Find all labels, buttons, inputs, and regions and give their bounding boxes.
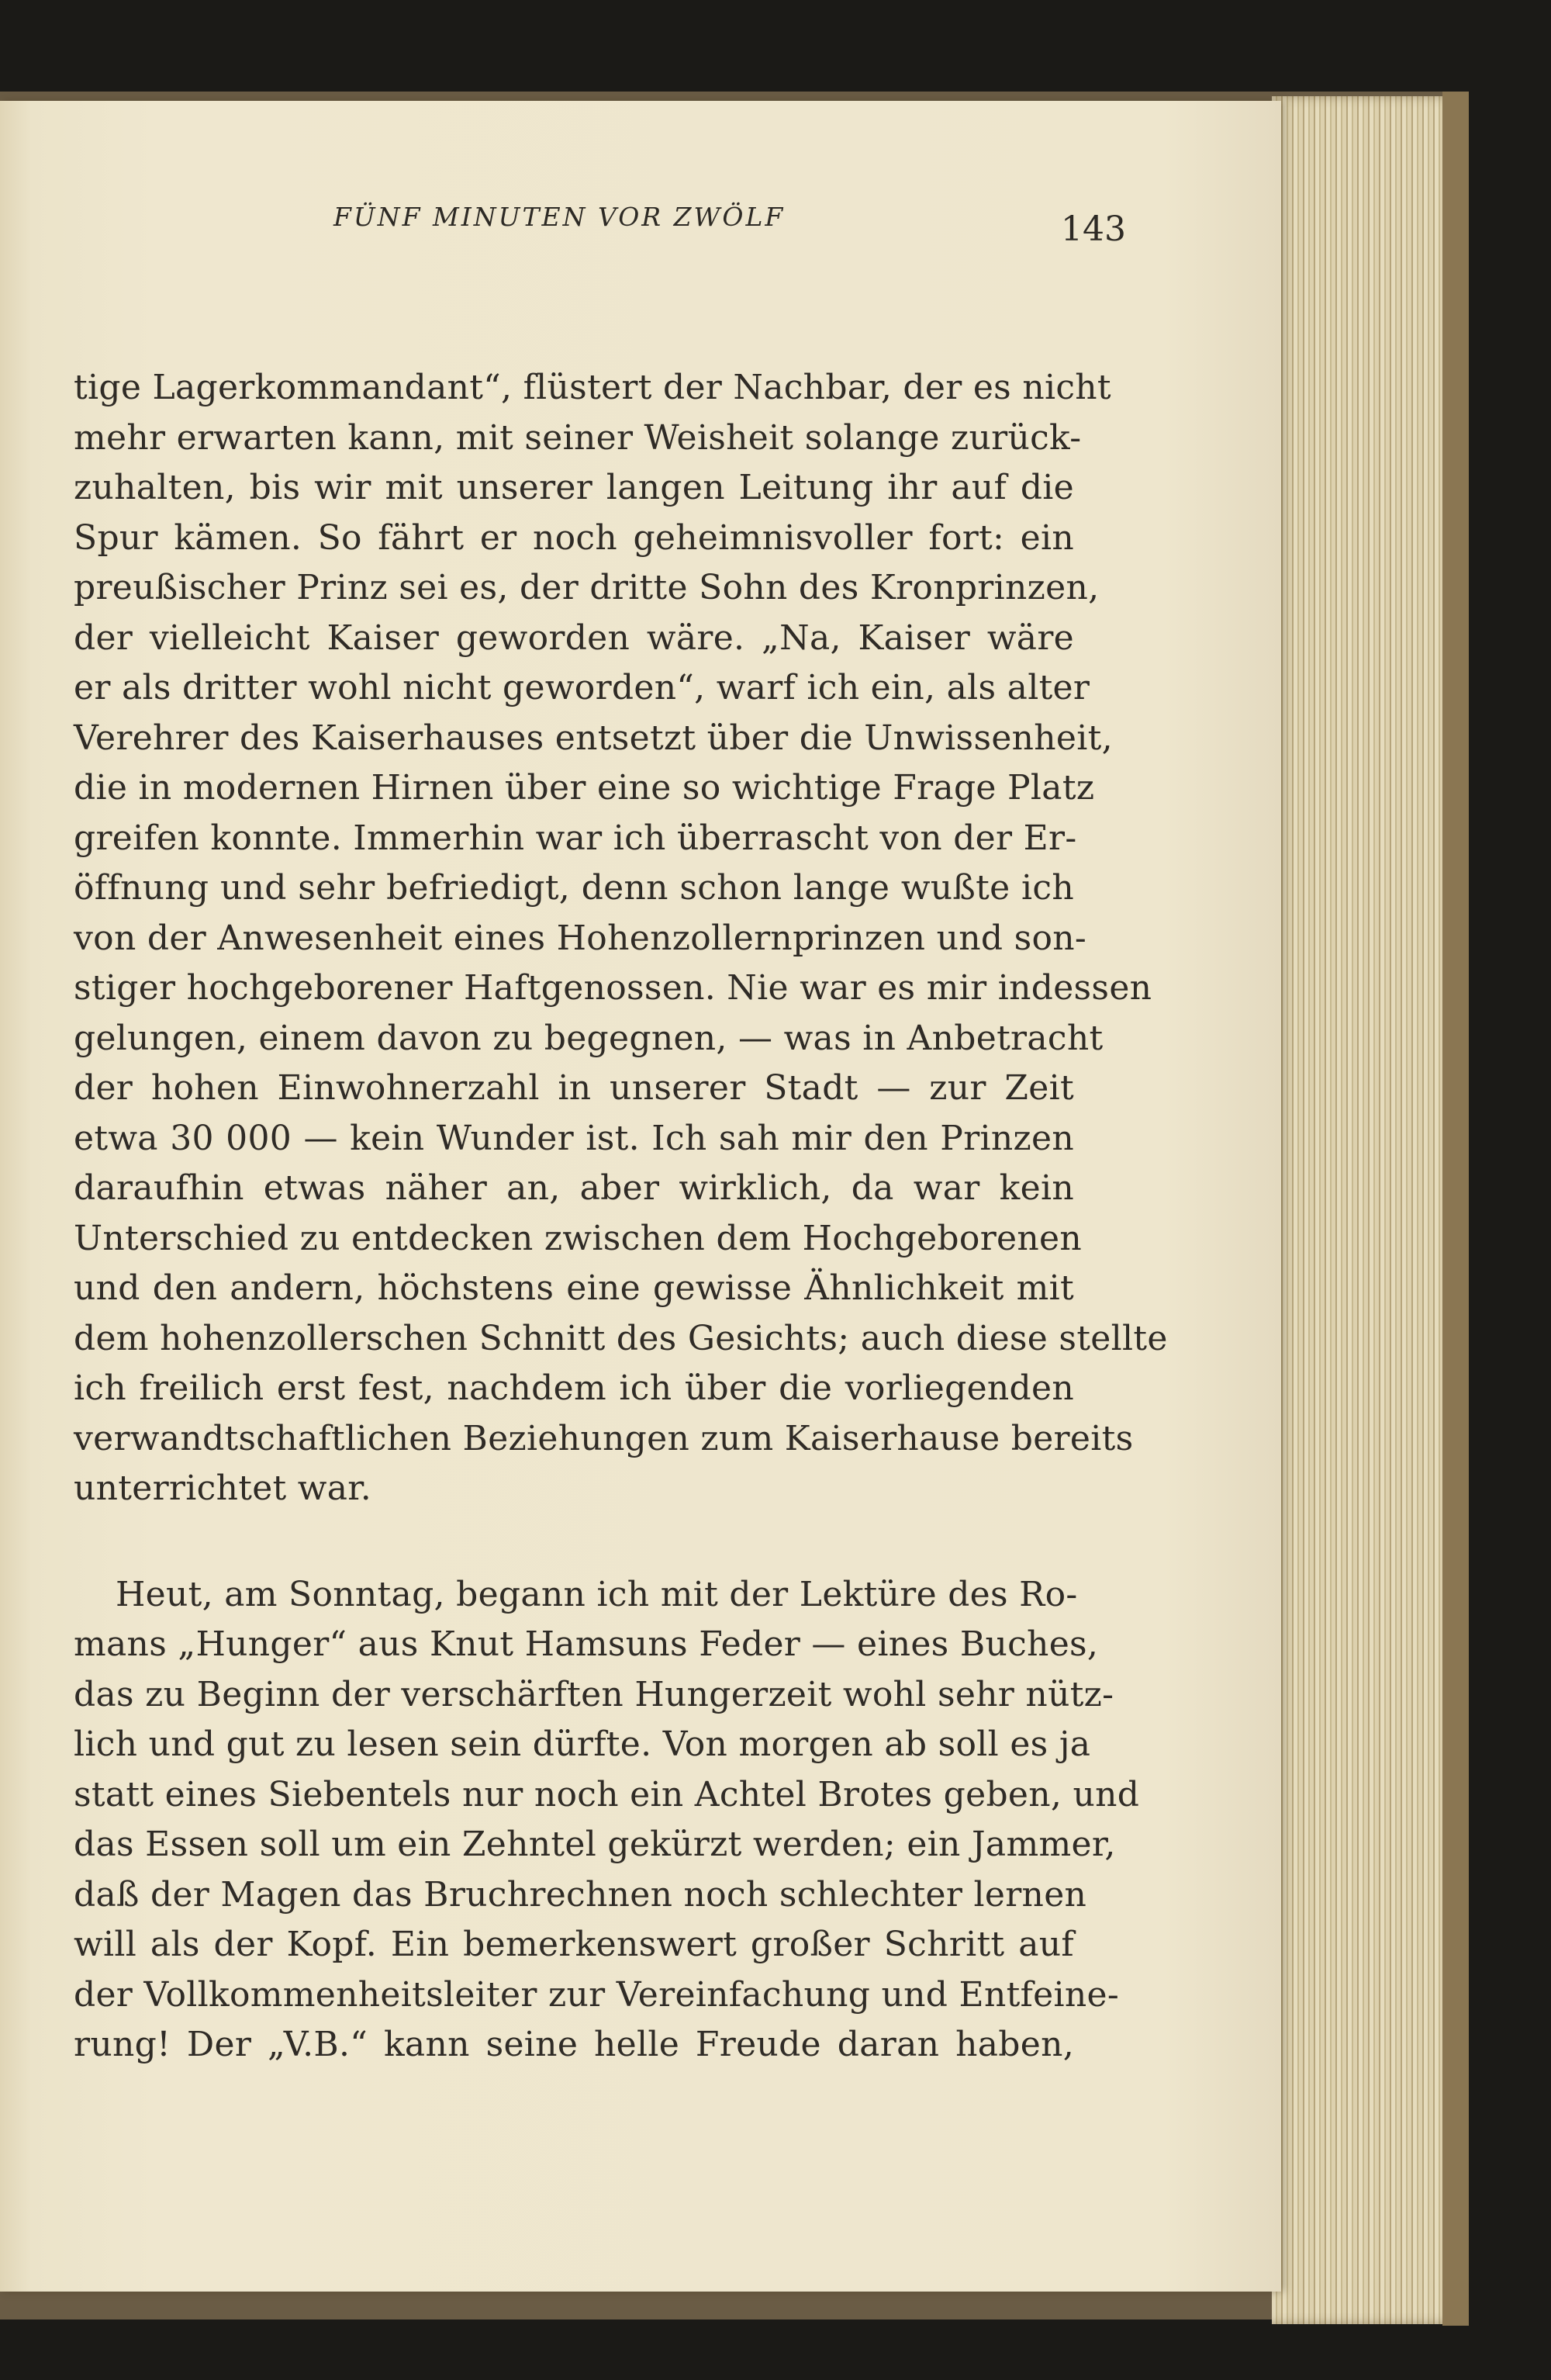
text-line: verwandtschaftlichen Beziehungen zum Kaiserhause bereits: [74, 1418, 1134, 1458]
paragraph-1: [74, 363, 1168, 1514]
text-line: will als der Kopf. Ein bemerkenswert großer Schritt auf: [74, 1925, 1074, 1964]
text-line: und den andern, höchstens eine gewisse Ähnlichkeit mit: [74, 1268, 1074, 1308]
text-line: er als dritter wohl nicht geworden“, warf ich ein, als alter: [74, 668, 1090, 707]
page-number: 143: [1061, 209, 1126, 249]
text-line: von der Anwesenheit eines Hohenzollernprinzen und son-: [74, 918, 1087, 958]
text-line: Unterschied zu entdecken zwischen dem Hochgeborenen: [74, 1218, 1082, 1258]
paragraph-gap: [74, 1514, 1074, 1570]
text-line: die in modernen Hirnen über eine so wichtige Frage Platz: [74, 768, 1095, 808]
text-line: dem hohenzollerschen Schnitt des Gesichts; auch diese stellte: [74, 1318, 1168, 1358]
book-page: [0, 101, 1281, 2292]
text-line: etwa 30 000 — kein Wunder ist. Ich sah mir den Prinzen: [74, 1118, 1074, 1158]
text-line: greifen konnte. Immerhin war ich überrascht von der Er-: [74, 818, 1077, 858]
text-line: statt eines Siebentels nur noch ein Achtel Brotes geben, und: [74, 1774, 1140, 1814]
text-line: tige Lagerkommandant“, flüstert der Nachbar, der es nicht: [74, 368, 1111, 407]
text-line: lich und gut zu lesen sein dürfte. Von morgen ab soll es ja: [74, 1724, 1091, 1764]
text-line: der hohen Einwohnerzahl in unserer Stadt — zur Zeit: [74, 1068, 1074, 1108]
text-line: stiger hochgeborener Haftgenossen. Nie war es mir indessen: [74, 968, 1152, 1008]
text-line: der Vollkommenheitsleiter zur Vereinfachung und Entfeine-: [74, 1974, 1120, 2015]
text-line: Verehrer des Kaiserhauses entsetzt über die Unwissenheit,: [74, 718, 1113, 758]
paragraph-2: [74, 1570, 1140, 2070]
text-line: gelungen, einem davon zu begegnen, — was in Anbetracht: [74, 1018, 1104, 1058]
running-head-title: FÜNF MINUTEN VOR ZWÖLF: [333, 202, 786, 232]
text-line: ich freilich erst fest, nachdem ich über die vorliegenden: [74, 1368, 1074, 1408]
text-line: öffnung und sehr befriedigt, denn schon lange wußte ich: [74, 868, 1074, 908]
text-line: mans „Hunger“ aus Knut Hamsuns Feder — eines Buches,: [74, 1624, 1099, 1664]
text-line: daß der Magen das Bruchrechnen noch schlechter lernen: [74, 1874, 1087, 1915]
text-line: das Essen soll um ein Zehntel gekürzt werden; ein Jammer,: [74, 1825, 1116, 1864]
text-line: Spur kämen. So fährt er noch geheimnisvoller fort: ein: [74, 517, 1074, 558]
text-line: das zu Beginn der verschärften Hungerzeit wohl sehr nütz-: [74, 1674, 1114, 1714]
text-line: zuhalten, bis wir mit unserer langen Leitung ihr auf die: [74, 468, 1074, 507]
cover-edge: [1442, 92, 1469, 2326]
body-text: [74, 363, 1168, 2070]
text-line: unterrichtet war.: [74, 1468, 372, 1508]
text-line: der vielleicht Kaiser geworden wäre. „Na, Kaiser wäre: [74, 617, 1074, 658]
text-line: preußischer Prinz sei es, der dritte Sohn des Kronprinzen,: [74, 568, 1100, 607]
text-line: Heut, am Sonntag, begann ich mit der Lektüre des Ro-: [116, 1574, 1078, 1614]
text-line: daraufhin etwas näher an, aber wirklich, da war kein: [74, 1168, 1074, 1208]
page-edges: [1272, 96, 1458, 2324]
text-line: rung! Der „V.B.“ kann seine helle Freude daran haben,: [74, 2025, 1074, 2064]
text-line: mehr erwarten kann, mit seiner Weisheit solange zurück-: [74, 417, 1082, 458]
